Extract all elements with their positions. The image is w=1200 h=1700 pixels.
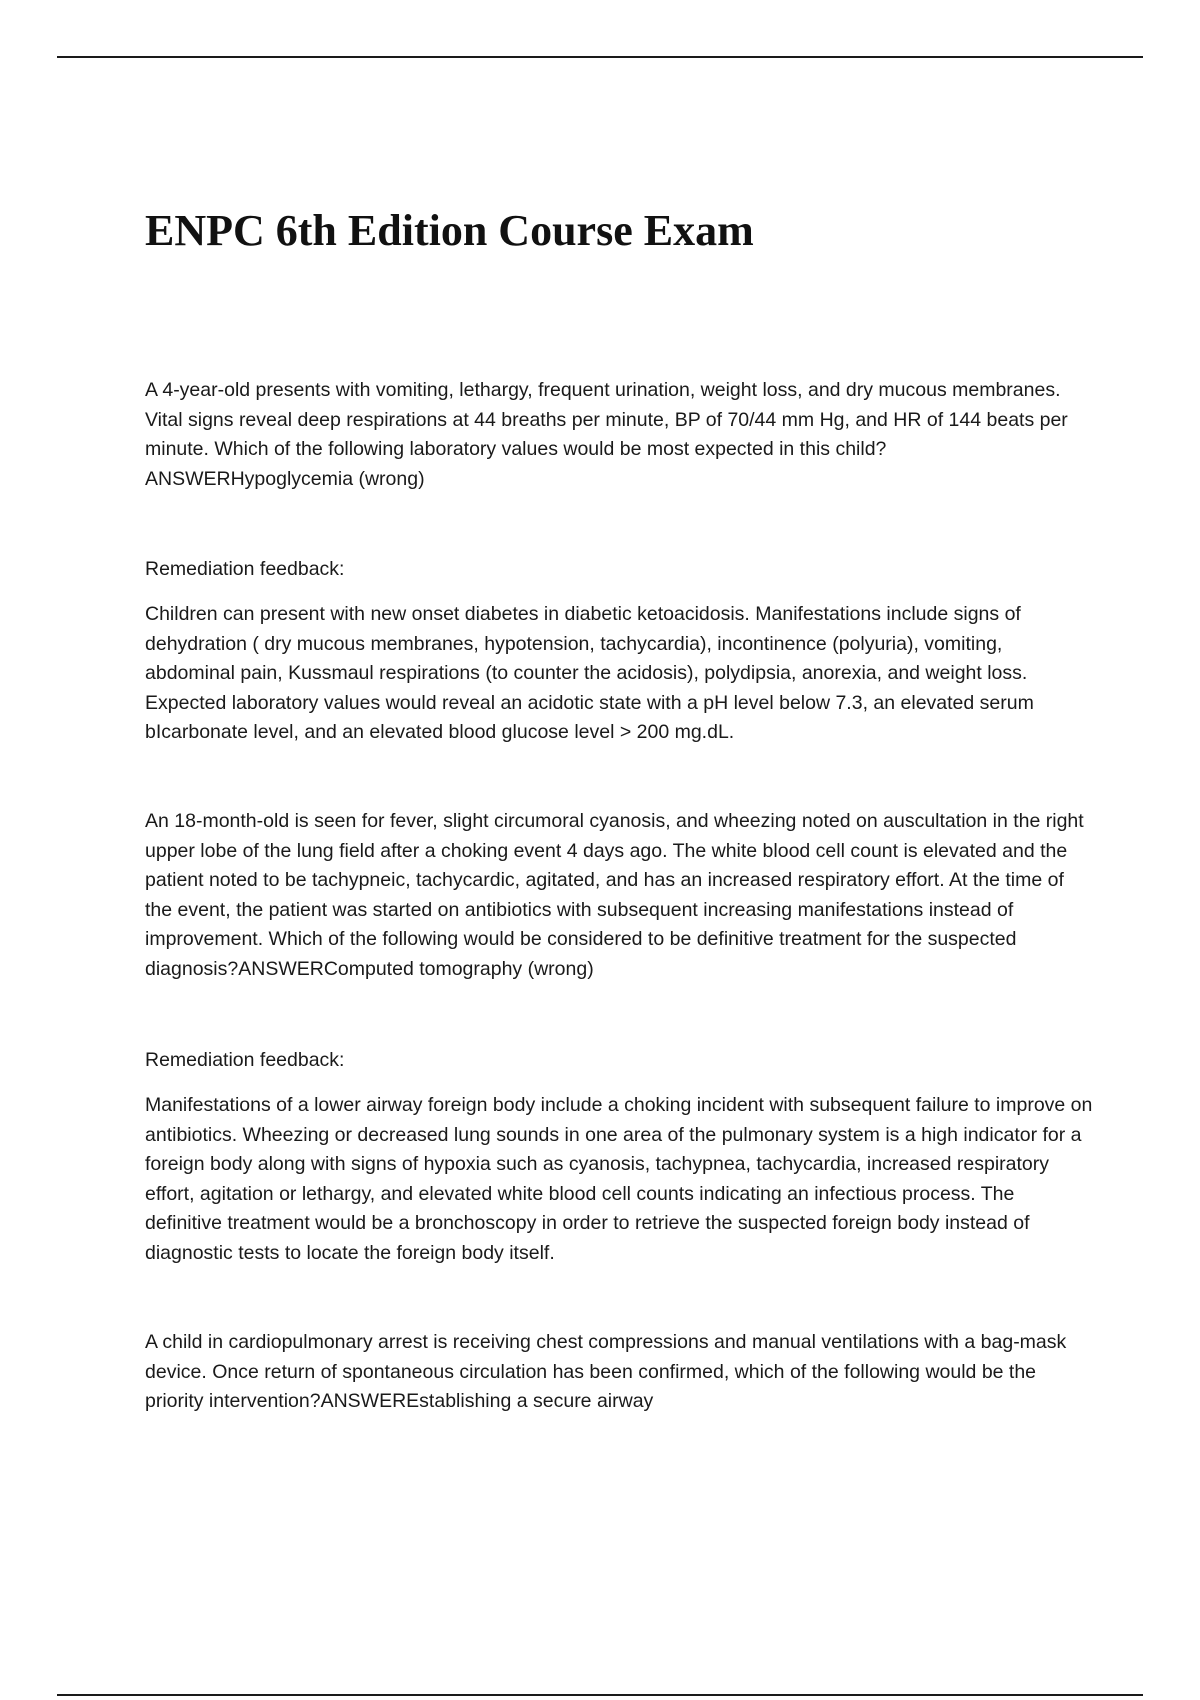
question-2-text: An 18-month-old is seen for fever, slight circumoral cyanosis, and wheezing noted on auscultation in the right upper lobe of the lung field after a choking event 4 days ago. The white blood cell count is elevated and the patient noted to be tachypneic, tachycardic, agitated, and has an increased respiratory effort. At the time of the event, the patient was started on antibiotics with subsequent increasing manifestations instead of improvement. Which of the following would be considered to be definitive treatment for the suspected diagnosis?ANSWERComputed tomography (wrong): [145, 810, 1084, 980]
question-3-text: A child in cardiopulmonary arrest is receiving chest compressions and manual ventilations with a bag-mask device. Once return of spontaneous circulation has been confirmed, which of the following would be the priority intervention?ANSWEREstablishing a secure airway: [145, 1331, 1067, 1412]
bottom-divider: [57, 1694, 1143, 1696]
question-1-remediation-label: Remediation feedback:: [145, 558, 345, 580]
question-2-remediation-label: Remediation feedback:: [145, 1049, 345, 1071]
document-title: ENPC 6th Edition Course Exam: [145, 206, 754, 255]
question-1-text: A 4-year-old presents with vomiting, lethargy, frequent urination, weight loss, and dry mucous membranes. Vital signs reveal deep respirations at 44 breaths per minute, BP of 70/44 mm Hg, and HR of 144 beats per minute. Which of the following laboratory values would be most expected in this child?ANSWERHypoglycemia (wrong): [145, 379, 1068, 490]
question-2-feedback: Manifestations of a lower airway foreign body include a choking incident with subsequent failure to improve on antibiotics. Wheezing or decreased lung sounds in one area of the pulmonary system is a high indicator for a foreign body along with signs of hypoxia such as cyanosis, tachypnea, tachycardia, increased respiratory effort, agitation or lethargy, and elevated white blood cell counts indicating an infectious process. The definitive treatment would be a bronchoscopy in order to retrieve the suspected foreign body instead of diagnostic tests to locate the foreign body itself.: [145, 1094, 1093, 1264]
question-1-feedback: Children can present with new onset diabetes in diabetic ketoacidosis. Manifestations include signs of dehydration ( dry mucous membranes, hypotension, tachycardia), incontinence (polyuria), vomiting, abdominal pain, Kussmaul respirations (to counter the acidosis), polydipsia, anorexia, and weight loss. Expected laboratory values would reveal an acidotic state with a pH level below 7.3, an elevated serum bIcarbonate level, and an elevated blood glucose level > 200 mg.dL.: [145, 603, 1034, 743]
top-divider: [57, 56, 1143, 58]
